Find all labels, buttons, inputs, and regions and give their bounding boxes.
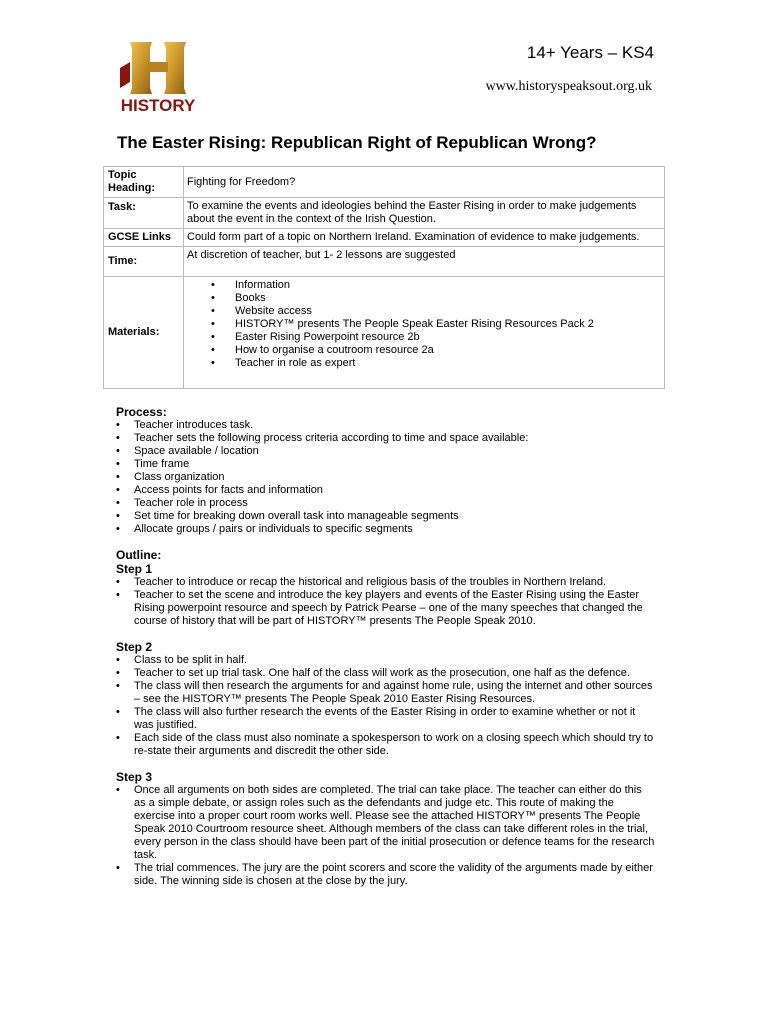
logo-wordmark: HISTORY: [120, 96, 196, 115]
list-item: • Teacher in role as expert: [211, 357, 661, 370]
lesson-info-table: [103, 166, 665, 389]
list-item: • Each side of the class must also nominate a spokesperson to work on a closing speech which should try to re-state their arguments and discredit the other side.: [116, 732, 656, 758]
list-item: • Time frame: [116, 458, 656, 471]
row-key: Materials:: [104, 277, 184, 389]
table-row: [104, 277, 665, 389]
list-item: • Teacher to set the scene and introduce the key players and events of the Easter Rising using the Easter Rising powerpoint resource and speech by Patrick Pearse – one of the many speeches that changed the course of history that will be part of HISTORY™ presents The People Speak 2010.: [116, 589, 656, 628]
list-item: • Books: [211, 292, 661, 305]
list-item: • HISTORY™ presents The People Speak Easter Rising Resources Pack 2: [211, 318, 661, 331]
table-row: [104, 229, 665, 247]
materials-cell: [184, 277, 665, 389]
list-item: • Easter Rising Powerpoint resource 2b: [211, 331, 661, 344]
list-item: • Information: [211, 279, 661, 292]
step-1-list: [116, 576, 656, 628]
list-item: • How to organise a coutroom resource 2a: [211, 344, 661, 357]
list-item: • Set time for breaking down overall task into manageable segments: [116, 510, 656, 523]
table-row: [104, 198, 665, 229]
list-item: • Access points for facts and information: [116, 484, 656, 497]
process-list: [116, 419, 656, 536]
list-item: • Teacher role in process: [116, 497, 656, 510]
history-h-icon: [112, 38, 204, 98]
list-item: • Teacher sets the following process criteria according to time and space available:: [116, 432, 656, 445]
row-key: Task:: [104, 198, 184, 229]
lesson-body: [116, 405, 656, 888]
table-row: [104, 167, 665, 198]
row-value: Could form part of a topic on Northern Ireland. Examination of evidence to make judgements.: [184, 229, 665, 247]
list-item: • Once all arguments on both sides are completed. The trial can take place. The teacher can either do this as a simple debate, or assign roles such as the defendants and judge etc. This route of making the exercise into a proper court room works well. Please see the attached HISTORY™ presents The People Speak 2010 Courtroom resource sheet. Although members of the class can take different roles in the trial, every person in the class should have been part of the initial prosecution or defence teams for the research task.: [116, 784, 656, 862]
row-key: Time:: [104, 247, 184, 277]
step-1-heading: Step 1: [116, 562, 153, 576]
table-row: [104, 247, 665, 277]
step-2-list: [116, 654, 656, 758]
list-item: • Class organization: [116, 471, 656, 484]
list-item: • Allocate groups / pairs or individuals to specific segments: [116, 523, 656, 536]
row-value: Fighting for Freedom?: [184, 167, 665, 198]
row-value: To examine the events and ideologies behind the Easter Rising in order to make judgements about the event in the context of the Irish Question.: [184, 198, 665, 229]
outline-heading: Outline:: [116, 548, 162, 562]
step-2-heading: Step 2: [116, 640, 153, 654]
list-item: • Teacher introduces task.: [116, 419, 656, 432]
list-item: • Space available / location: [116, 445, 656, 458]
age-band: 14+ Years – KS4: [526, 43, 654, 62]
step-3-list: [116, 784, 656, 888]
list-item: • The class will also further research the events of the Easter Rising in order to examine whether or not it was justified.: [116, 706, 656, 732]
website-link[interactable]: www.historyspeaksout.org.uk: [485, 79, 652, 94]
row-key: Topic Heading:: [104, 167, 184, 198]
row-value: At discretion of teacher, but 1- 2 lessons are suggested: [184, 247, 665, 277]
list-item: • Teacher to set up trial task. One half of the class will work as the prosecution, one half as the defence.: [116, 667, 656, 680]
step-3-heading: Step 3: [116, 770, 153, 784]
page-title: The Easter Rising: Republican Right of Republican Wrong?: [117, 133, 597, 152]
list-item: • The class will then research the arguments for and against home rule, using the internet and other sources – see the HISTORY™ presents The People Speak 2010 Easter Rising Resources.: [116, 680, 656, 706]
history-logo: [112, 38, 204, 118]
row-key: GCSE Links: [104, 229, 184, 247]
list-item: • Class to be split in half.: [116, 654, 656, 667]
materials-list: [187, 279, 661, 370]
process-heading: Process:: [116, 405, 167, 419]
list-item: • Website access: [211, 305, 661, 318]
list-item: • The trial commences. The jury are the point scorers and score the validity of the arguments made by either side. The winning side is chosen at the close by the jury.: [116, 862, 656, 888]
list-item: • Teacher to introduce or recap the historical and religious basis of the troubles in Northern Ireland.: [116, 576, 656, 589]
